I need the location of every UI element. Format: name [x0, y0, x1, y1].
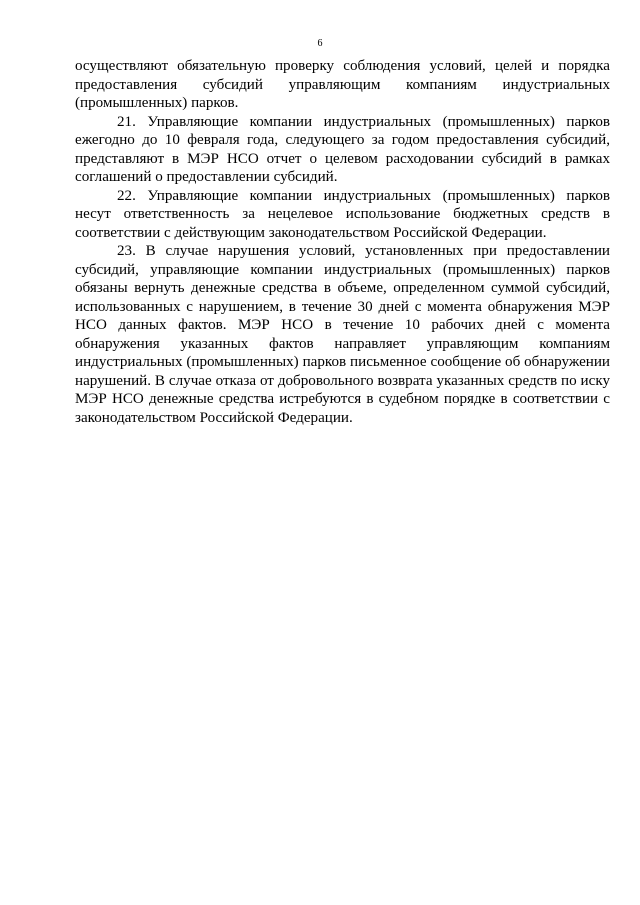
paragraph-21: 21. Управляющие компании индустриальных (промышленных) парков ежегодно до 10 февраля года, следующего за годом предоставления субсидий, представляют в МЭР НСО отчет о целевом расходовании субсидий в рамках соглашений о предоставлении субсидий.	[75, 113, 610, 185]
page-number: 6	[317, 38, 323, 49]
document-body	[75, 57, 610, 427]
paragraph-22: 22. Управляющие компании индустриальных (промышленных) парков несут ответственность за нецелевое использование бюджетных средств в соответствии с действующим законодательством Российской Федерации.	[75, 187, 610, 241]
paragraph-continuation: осуществляют обязательную проверку соблюдения условий, целей и порядка предоставления субсидий управляющим компаниям индустриальных (промышленных) парков.	[75, 58, 610, 111]
paragraph-23: 23. В случае нарушения условий, установленных при предоставлении субсидий, управляющие компании индустриальных (промышленных) парков обязаны вернуть денежные средства в объеме, определенном суммой субсидий, использованных с нарушением, в течение 30 дней с момента обнаружения МЭР НСО данных фактов. МЭР НСО в течение 10 рабочих дней с момента обнаружения указанных фактов направляет управляющим компаниям индустриальных (промышленных) парков письменное сообщение об обнаружении нарушений. В случае отказа от добровольного возврата указанных средств по иску МЭР НСО денежные средства истребуются в судебном порядке в соответствии с законодательством Российской Федерации.	[75, 243, 610, 426]
